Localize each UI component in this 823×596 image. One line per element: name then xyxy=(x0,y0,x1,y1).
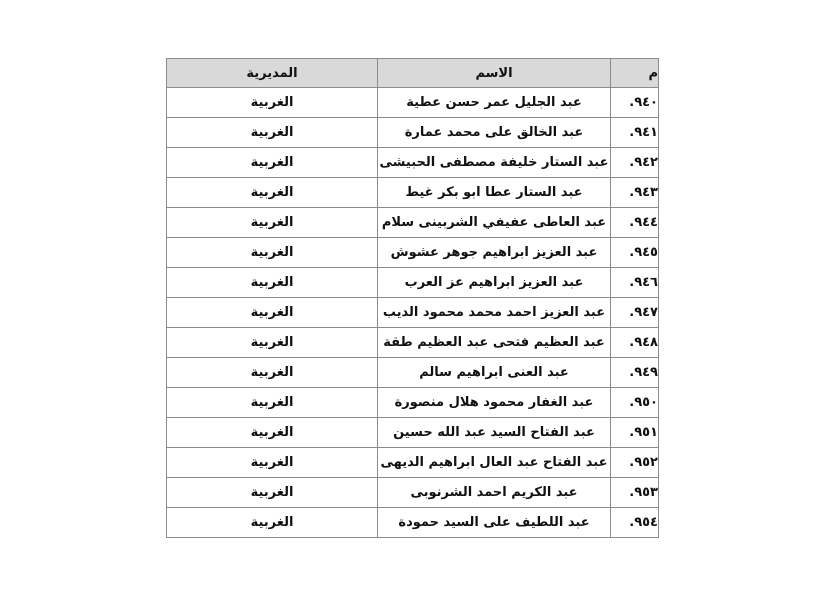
row-directorate: الغربية xyxy=(167,358,378,388)
row-directorate: الغربية xyxy=(167,148,378,178)
row-number: ٩٤٧. xyxy=(611,298,659,328)
row-name: عبد العزيز ابراهيم جوهر عشوش xyxy=(378,238,611,268)
row-name: عبد الكريم احمد الشرنوبى xyxy=(378,478,611,508)
header-directorate: المديرية xyxy=(167,59,378,88)
row-name: عبد الجليل عمر حسن عطية xyxy=(378,88,611,118)
row-number: ٩٥٤. xyxy=(611,508,659,538)
table-row xyxy=(167,238,659,268)
table-body xyxy=(167,88,659,538)
row-number: ٩٤٢. xyxy=(611,148,659,178)
row-name: عبد الفتاح السيد عبد الله حسين xyxy=(378,418,611,448)
row-name: عبد العاطى عفيفي الشربينى سلام xyxy=(378,208,611,238)
header-name: الاسم xyxy=(378,59,611,88)
row-number: ٩٤٥. xyxy=(611,238,659,268)
row-number: ٩٥٠. xyxy=(611,388,659,418)
row-name: عبد الستار خليفة مصطفى الحبيشى xyxy=(378,148,611,178)
row-directorate: الغربية xyxy=(167,208,378,238)
row-directorate: الغربية xyxy=(167,238,378,268)
row-name: عبد العظيم فتحى عبد العظيم طقة xyxy=(378,328,611,358)
row-directorate: الغربية xyxy=(167,478,378,508)
row-number: ٩٤١. xyxy=(611,118,659,148)
names-table xyxy=(166,58,659,538)
row-directorate: الغربية xyxy=(167,88,378,118)
table-row xyxy=(167,388,659,418)
table-row xyxy=(167,358,659,388)
row-number: ٩٤٨. xyxy=(611,328,659,358)
row-name: عبد الغفار محمود هلال منصورة xyxy=(378,388,611,418)
row-directorate: الغربية xyxy=(167,448,378,478)
row-directorate: الغربية xyxy=(167,268,378,298)
row-directorate: الغربية xyxy=(167,178,378,208)
table-row xyxy=(167,118,659,148)
row-number: ٩٥٣. xyxy=(611,478,659,508)
row-name: عبد الفتاح عبد العال ابراهيم الديهى xyxy=(378,448,611,478)
row-number: ٩٥٢. xyxy=(611,448,659,478)
table-row xyxy=(167,508,659,538)
table-row xyxy=(167,298,659,328)
row-directorate: الغربية xyxy=(167,328,378,358)
table-row xyxy=(167,448,659,478)
row-name: عبد العنى ابراهيم سالم xyxy=(378,358,611,388)
table-header xyxy=(167,59,659,88)
table-row xyxy=(167,208,659,238)
row-directorate: الغربية xyxy=(167,388,378,418)
row-directorate: الغربية xyxy=(167,508,378,538)
table-row xyxy=(167,328,659,358)
row-directorate: الغربية xyxy=(167,418,378,448)
row-name: عبد الخالق على محمد عمارة xyxy=(378,118,611,148)
header-num: م xyxy=(611,59,659,88)
row-name: عبد العزيز ابراهيم عز العرب xyxy=(378,268,611,298)
row-number: ٩٥١. xyxy=(611,418,659,448)
table-row xyxy=(167,418,659,448)
table-row xyxy=(167,178,659,208)
table-row xyxy=(167,268,659,298)
row-number: ٩٤٠. xyxy=(611,88,659,118)
row-directorate: الغربية xyxy=(167,118,378,148)
row-name: عبد الستار عطا ابو بكر غيط xyxy=(378,178,611,208)
row-number: ٩٤٤. xyxy=(611,208,659,238)
header-row xyxy=(167,59,659,88)
row-number: ٩٤٦. xyxy=(611,268,659,298)
table-row xyxy=(167,478,659,508)
row-name: عبد اللطيف على السيد حمودة xyxy=(378,508,611,538)
row-number: ٩٤٣. xyxy=(611,178,659,208)
row-directorate: الغربية xyxy=(167,298,378,328)
table-row xyxy=(167,148,659,178)
row-number: ٩٤٩. xyxy=(611,358,659,388)
row-name: عبد العزيز احمد محمد محمود الديب xyxy=(378,298,611,328)
table-row xyxy=(167,88,659,118)
